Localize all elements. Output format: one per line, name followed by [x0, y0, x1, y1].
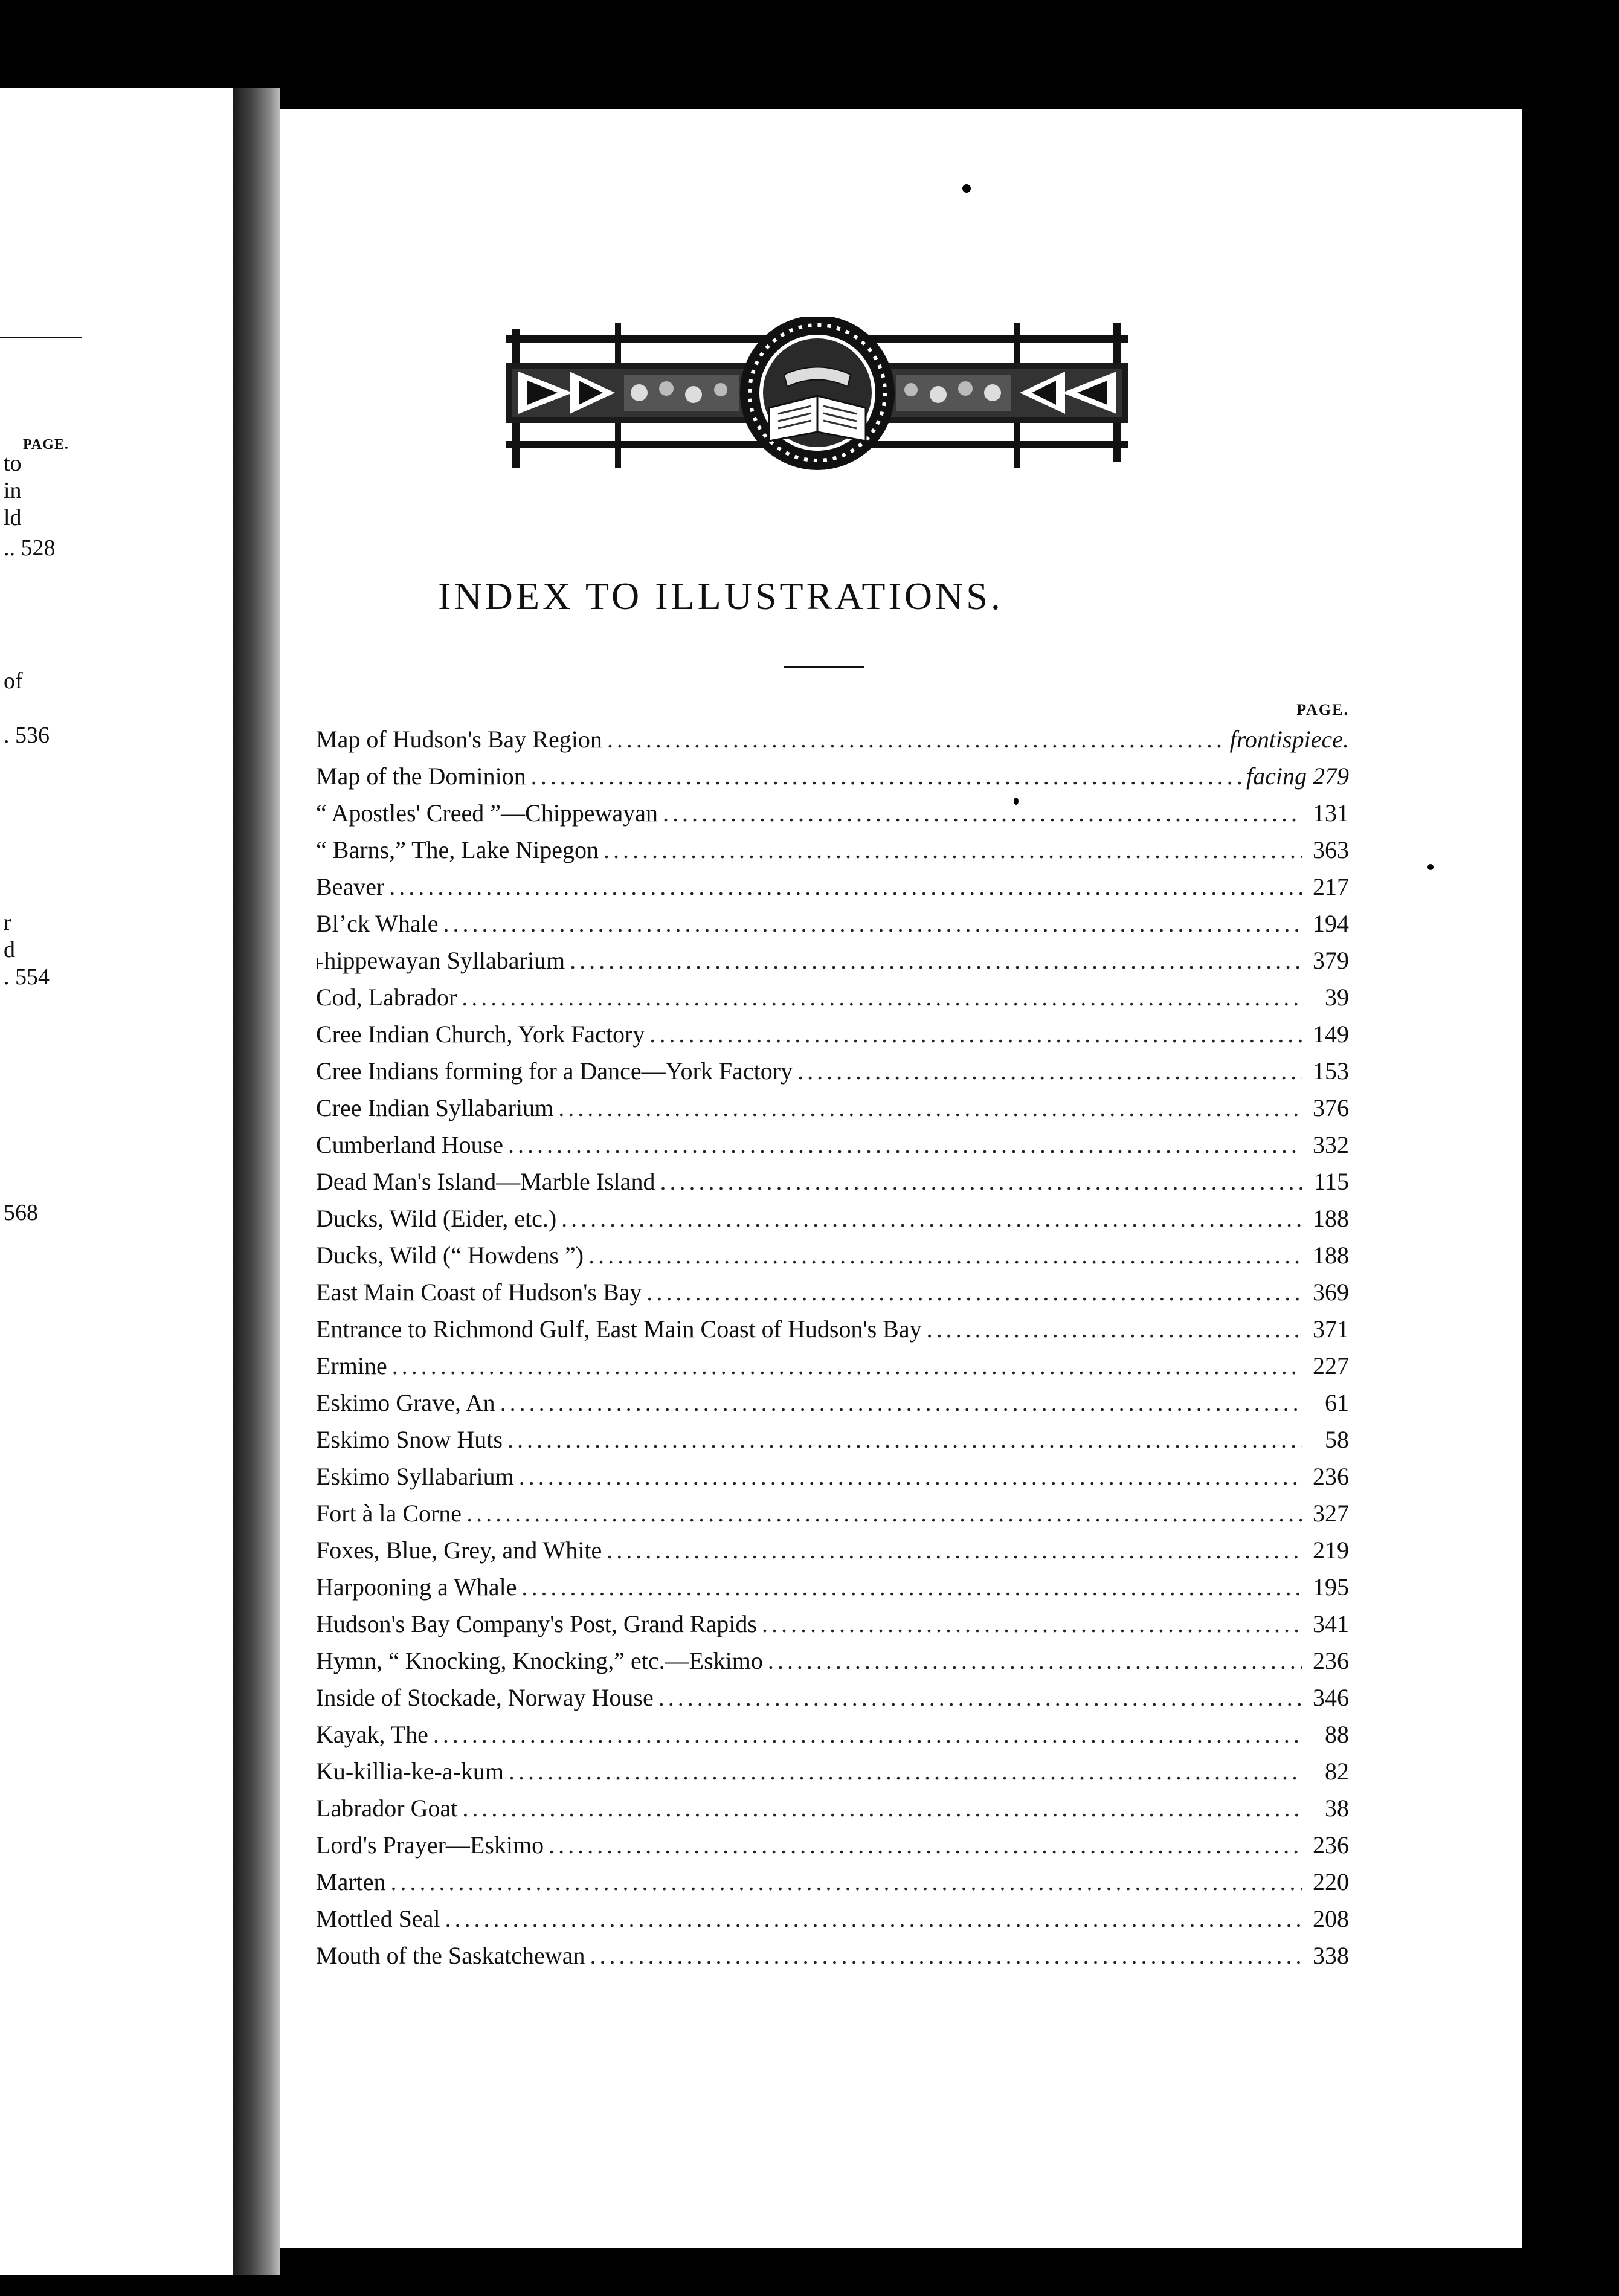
- index-entry: [316, 1388, 1349, 1425]
- index-entry: [316, 1241, 1349, 1278]
- index-entry: [316, 983, 1349, 1020]
- dot-leader: [531, 762, 1241, 790]
- previous-page-text-fragment: of: [4, 668, 23, 694]
- dot-leader: [391, 1868, 1302, 1896]
- index-entry-label: Beaver: [316, 873, 385, 900]
- previous-page-text-fragment: . 536: [4, 723, 50, 748]
- dot-leader: [558, 1094, 1302, 1122]
- page-column-heading: PAGE.: [1296, 701, 1349, 718]
- ink-speck: [962, 184, 971, 193]
- index-entry: [316, 1094, 1349, 1130]
- index-entry-page: 188: [1313, 1242, 1349, 1269]
- index-entry-page: 38: [1325, 1795, 1349, 1822]
- index-entry: [316, 1278, 1349, 1315]
- dot-leader: [561, 1204, 1302, 1233]
- previous-page-text-fragment: .. 528: [4, 535, 56, 561]
- dot-leader: [445, 1904, 1302, 1933]
- dot-leader: [500, 1388, 1302, 1417]
- index-entry-page: 227: [1313, 1352, 1349, 1379]
- index-entry-label: Ducks, Wild (Eider, etc.): [316, 1205, 557, 1232]
- index-entry-label: Hymn, “ Knocking, Knocking,” etc.—Eskimo: [316, 1647, 763, 1674]
- index-entry-page: 188: [1313, 1205, 1349, 1232]
- index-entry: [316, 1831, 1349, 1868]
- index-entry-label: Dead Man's Island—Marble Island: [316, 1168, 655, 1195]
- index-entry-label: Ermine: [316, 1352, 387, 1379]
- dot-leader: [658, 1683, 1302, 1712]
- index-entry-page: 236: [1313, 1831, 1349, 1859]
- dot-leader: [462, 983, 1302, 1011]
- index-entry: [316, 836, 1349, 872]
- index-entry-label: Labrador Goat: [316, 1795, 458, 1822]
- ink-speck: [1427, 864, 1434, 870]
- dot-leader: [660, 1167, 1302, 1196]
- dot-leader: [604, 836, 1302, 864]
- dot-leader: [521, 1573, 1302, 1601]
- index-entry-label: Eskimo Grave, An: [316, 1389, 495, 1416]
- index-entry-label: Entrance to Richmond Gulf, East Main Coast of Hudson's Bay: [316, 1315, 922, 1343]
- index-entry: [316, 1573, 1349, 1610]
- index-entry-page: 208: [1313, 1905, 1349, 1932]
- dot-leader: [392, 1352, 1302, 1380]
- index-entry-label: Kayak, The: [316, 1721, 428, 1748]
- index-entry-label: Ducks, Wild (“ Howdens ”): [316, 1242, 584, 1269]
- index-entry: [316, 1646, 1349, 1683]
- previous-page-text-fragment: 568: [4, 1200, 38, 1225]
- previous-page-fragment: [0, 88, 233, 2275]
- index-entry-page: 88: [1325, 1721, 1349, 1748]
- dot-leader: [466, 1499, 1302, 1527]
- index-entry-page: 371: [1313, 1315, 1349, 1343]
- index-entry: [316, 1315, 1349, 1352]
- dot-leader: [927, 1315, 1302, 1343]
- index-entry-label: Hudson's Bay Company's Post, Grand Rapids: [316, 1610, 757, 1637]
- dot-leader: [768, 1646, 1302, 1675]
- index-entry-page: 369: [1313, 1279, 1349, 1306]
- index-entry-page: 194: [1313, 910, 1349, 937]
- index-entry: [316, 946, 1349, 983]
- dot-leader: [649, 1020, 1302, 1048]
- index-entry: [316, 1462, 1349, 1499]
- index-entry: [316, 1499, 1349, 1536]
- dot-leader: [509, 1757, 1302, 1785]
- index-entry: [316, 1352, 1349, 1388]
- index-entry-label: Ku-killia-ke-a-kum: [316, 1758, 504, 1785]
- index-entry: [316, 762, 1349, 799]
- index-entry-label: ˫hippewayan Syllabarium: [316, 947, 565, 974]
- index-entry-page: 219: [1313, 1537, 1349, 1564]
- index-page: [280, 109, 1522, 2248]
- index-entry-page: 220: [1313, 1868, 1349, 1895]
- index-entry-page: 131: [1313, 799, 1349, 827]
- index-entry-page: 58: [1325, 1426, 1349, 1453]
- index-entry-page: 115: [1313, 1168, 1349, 1195]
- index-entry: [316, 1167, 1349, 1204]
- index-entry-label: Foxes, Blue, Grey, and White: [316, 1537, 602, 1564]
- index-entry: [316, 1794, 1349, 1831]
- index-entry: [316, 1425, 1349, 1462]
- index-entry-label: Mouth of the Saskatchewan: [316, 1942, 585, 1969]
- index-entry-page: 376: [1313, 1094, 1349, 1121]
- index-entry-page: 39: [1325, 984, 1349, 1011]
- dot-leader: [607, 1536, 1302, 1564]
- index-entry-label: East Main Coast of Hudson's Bay: [316, 1279, 642, 1306]
- index-entry-label: Fort à la Corne: [316, 1500, 462, 1527]
- page-title: INDEX TO ILLUSTRATIONS.: [438, 575, 1003, 618]
- index-entry: [316, 1683, 1349, 1720]
- index-entry-label: Cod, Labrador: [316, 984, 457, 1011]
- index-entry-label: “ Barns,” The, Lake Nipegon: [316, 836, 599, 863]
- index-entry: [316, 1610, 1349, 1646]
- index-entry: [316, 1720, 1349, 1757]
- index-entry: [316, 1904, 1349, 1941]
- index-entry-page: facing 279: [1246, 763, 1349, 790]
- previous-page-text-fragment: r: [4, 910, 11, 935]
- previous-page-text-fragment: . 554: [4, 964, 50, 990]
- previous-page-text-fragment: in: [4, 478, 22, 503]
- dot-leader: [462, 1794, 1302, 1822]
- index-entry: [316, 1057, 1349, 1094]
- index-entry-page: 379: [1313, 947, 1349, 974]
- dot-leader: [797, 1057, 1302, 1085]
- index-entry-label: Map of Hudson's Bay Region: [316, 726, 602, 753]
- dot-leader: [646, 1278, 1302, 1306]
- previous-page-text-fragment: to: [4, 451, 22, 476]
- index-entry-label: Mottled Seal: [316, 1905, 440, 1932]
- previous-page-text-fragment: ld: [4, 505, 22, 530]
- index-entry-label: Eskimo Snow Huts: [316, 1426, 503, 1453]
- headpiece-ornament: [494, 317, 1141, 474]
- index-entry: [316, 1757, 1349, 1794]
- index-entry: [316, 1536, 1349, 1573]
- index-entry-page: 327: [1313, 1500, 1349, 1527]
- index-entry-page: 61: [1325, 1389, 1349, 1416]
- index-entry-label: Cree Indian Church, York Factory: [316, 1021, 645, 1048]
- index-entry: [316, 1204, 1349, 1241]
- index-entry: [316, 909, 1349, 946]
- index-entry-page: 236: [1313, 1463, 1349, 1490]
- ink-speck: [1014, 798, 1019, 805]
- index-entry-label: Cree Indians forming for a Dance—York Factory: [316, 1057, 793, 1085]
- index-entry-page: frontispiece.: [1229, 726, 1349, 753]
- previous-page-page-heading: PAGE.: [23, 437, 69, 453]
- dot-leader: [588, 1241, 1302, 1269]
- illustrations-index-list: [316, 701, 1349, 1978]
- index-entry-label: Map of the Dominion: [316, 763, 526, 790]
- index-entry-page: 195: [1313, 1573, 1349, 1601]
- dot-leader: [590, 1941, 1302, 1970]
- index-entry-page: 363: [1313, 836, 1349, 863]
- index-entry-page: 236: [1313, 1647, 1349, 1674]
- index-entry: [316, 1130, 1349, 1167]
- index-entry-label: Marten: [316, 1868, 386, 1895]
- index-entry-page: 332: [1313, 1131, 1349, 1158]
- index-entry: [316, 1868, 1349, 1904]
- dot-leader: [570, 946, 1302, 975]
- index-entry-page: 346: [1313, 1684, 1349, 1711]
- dot-leader: [607, 725, 1225, 753]
- dot-leader: [443, 909, 1302, 938]
- index-entry-label: Inside of Stockade, Norway House: [316, 1684, 654, 1711]
- dot-leader: [549, 1831, 1302, 1859]
- index-entry: [316, 725, 1349, 762]
- index-entry-label: Eskimo Syllabarium: [316, 1463, 514, 1490]
- index-entry-label: Blʼck Whale: [316, 910, 439, 937]
- dot-leader: [507, 1425, 1302, 1454]
- book-gutter: [233, 88, 280, 2275]
- index-entry-page: 338: [1313, 1942, 1349, 1969]
- index-entry-label: Harpooning a Whale: [316, 1573, 517, 1601]
- index-entry-label: Lord's Prayer—Eskimo: [316, 1831, 544, 1859]
- index-entry-label: Cree Indian Syllabarium: [316, 1094, 554, 1121]
- index-entry: [316, 1020, 1349, 1057]
- index-entry-page: 153: [1313, 1057, 1349, 1085]
- dot-leader: [519, 1462, 1302, 1491]
- index-entry-label: “ Apostles' Creed ”—Chippewayan: [316, 799, 658, 827]
- index-entry-label: Cumberland House: [316, 1131, 503, 1158]
- dot-leader: [762, 1610, 1302, 1638]
- index-entry: [316, 1941, 1349, 1978]
- index-entry: [316, 872, 1349, 909]
- dot-leader: [389, 872, 1302, 901]
- index-entry-page: 82: [1325, 1758, 1349, 1785]
- index-entry: [316, 799, 1349, 836]
- previous-page-text-fragment: d: [4, 937, 15, 963]
- title-rule: [784, 666, 864, 668]
- dot-leader: [508, 1130, 1302, 1159]
- dot-leader: [433, 1720, 1302, 1749]
- index-entry-page: 149: [1313, 1021, 1349, 1048]
- dot-leader: [663, 799, 1302, 827]
- previous-page-rule: [0, 337, 82, 338]
- index-entry-page: 341: [1313, 1610, 1349, 1637]
- index-entry-page: 217: [1313, 873, 1349, 900]
